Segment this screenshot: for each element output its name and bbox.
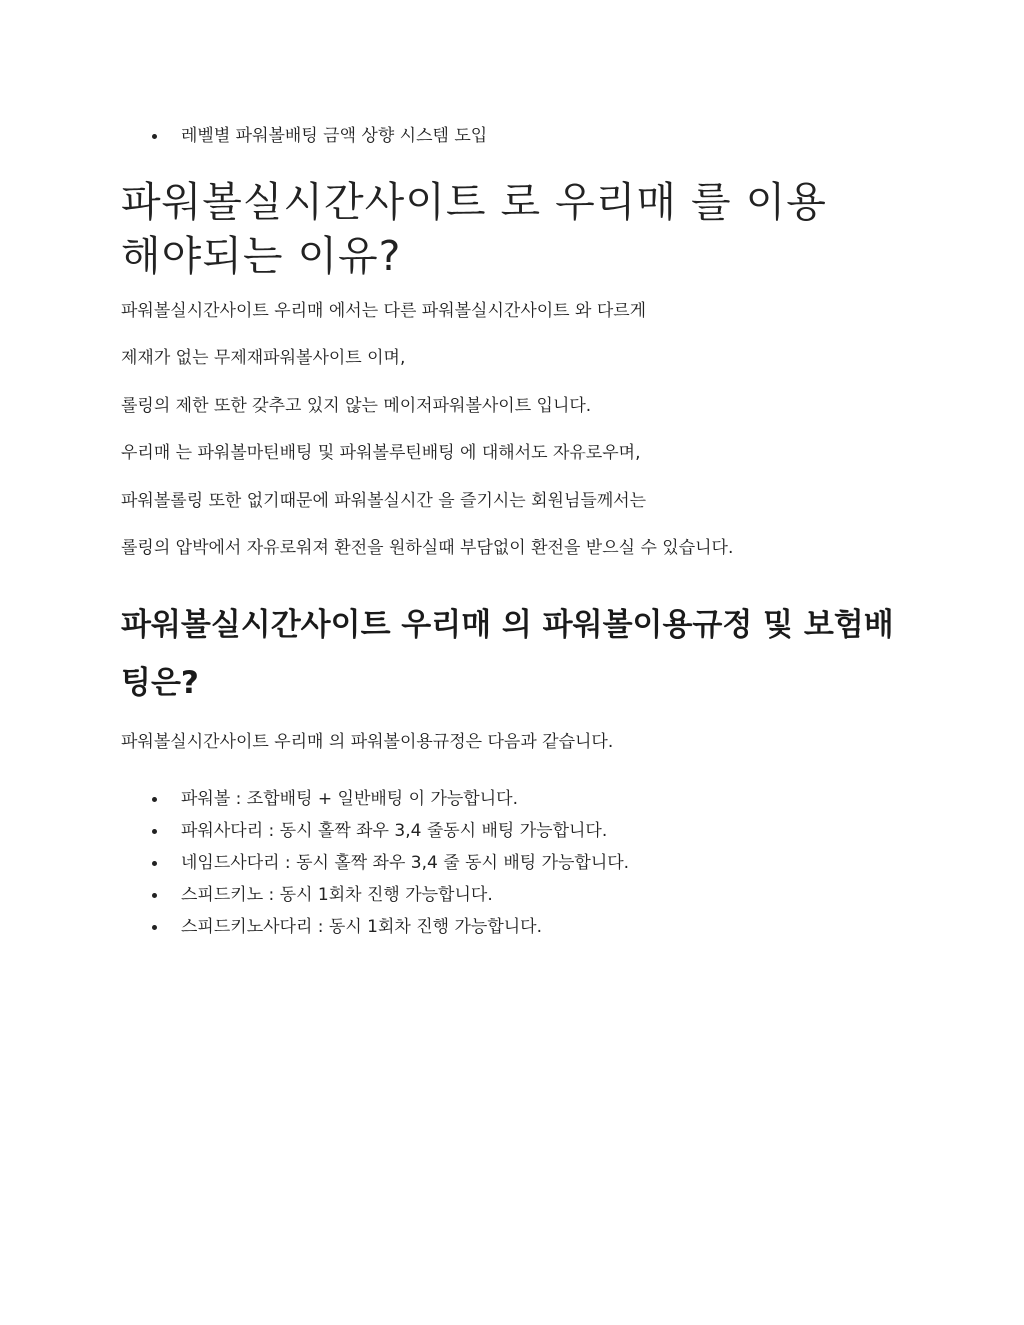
rules-bullet-list — [121, 783, 629, 943]
top-bullet-list — [121, 120, 487, 152]
section1-paragraph: 우리매 는 파워볼마틴배팅 및 파워볼루틴배팅 에 대해서도 자유로우며, — [121, 443, 641, 463]
section2-intro: 파워볼실시간사이트 우리매 의 파워볼이용규정은 다음과 같습니다. — [121, 732, 614, 752]
list-item: 스피드키노사다리 : 동시 1회차 진행 가능합니다. — [121, 911, 629, 943]
list-item: 파워볼 : 조합배팅 + 일반배팅 이 가능합니다. — [121, 783, 629, 815]
section1-paragraph: 파워볼실시간사이트 우리매 에서는 다른 파워볼실시간사이트 와 다르게 — [121, 301, 647, 321]
list-item: 스피드키노 : 동시 1회차 진행 가능합니다. — [121, 879, 629, 911]
section1-paragraph: 파워볼롤링 또한 없기때문에 파워볼실시간 을 즐기시는 회원님들께서는 — [121, 491, 647, 511]
list-item: 파워사다리 : 동시 홀짝 좌우 3,4 줄동시 배팅 가능합니다. — [121, 815, 629, 847]
list-item: 네임드사다리 : 동시 홀짝 좌우 3,4 줄 동시 배팅 가능합니다. — [121, 847, 629, 879]
section1-heading: 파워볼실시간사이트 로 우리매 를 이용해야되는 이유? — [121, 178, 827, 280]
section2-heading: 파워볼실시간사이트 우리매 의 파워볼이용규정 및 보험배팅은? — [121, 607, 894, 701]
section1-paragraph: 제재가 없는 무제재파워볼사이트 이며, — [121, 348, 406, 368]
section1-paragraph: 롤링의 압박에서 자유로워져 환전을 원하실때 부담없이 환전을 받으실 수 있습니다. — [121, 538, 734, 558]
list-item: 레벨별 파워볼배팅 금액 상향 시스템 도입 — [121, 120, 487, 152]
section1-paragraph: 롤링의 제한 또한 갖추고 있지 않는 메이저파워볼사이트 입니다. — [121, 396, 592, 416]
